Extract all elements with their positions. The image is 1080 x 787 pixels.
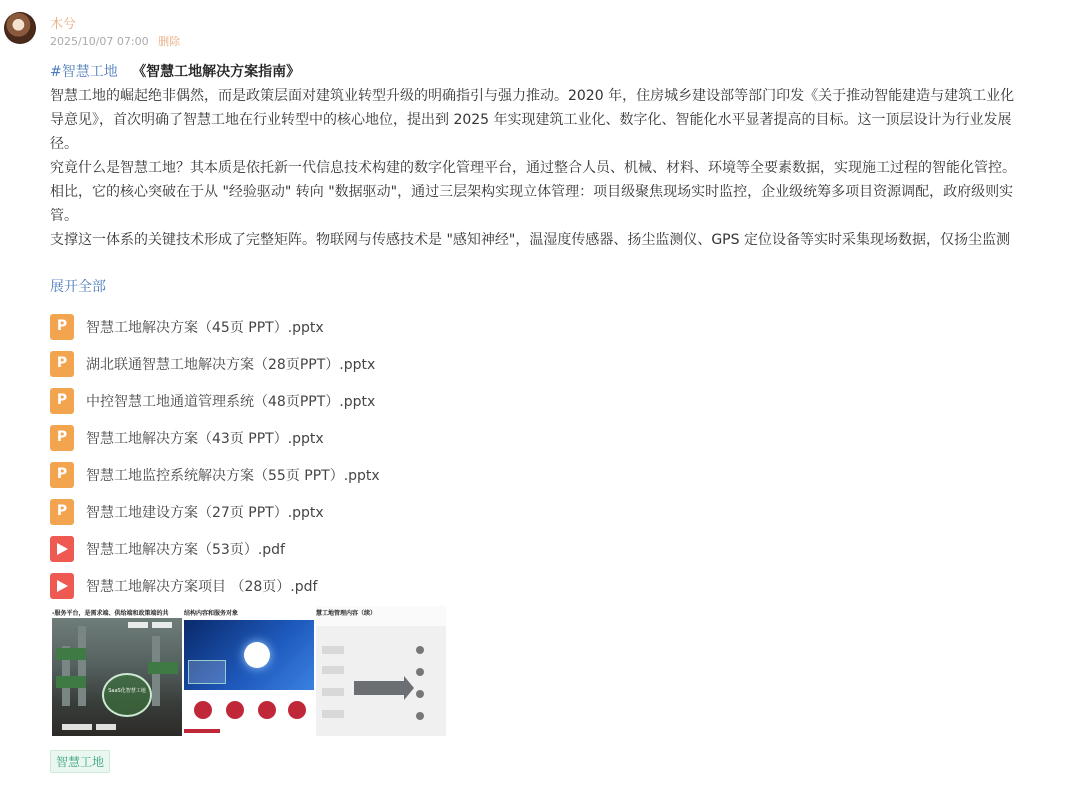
ppt-file-icon [50,388,74,414]
attachment-name: 智慧工地监控系统解决方案（55页 PPT）.pptx [86,467,380,484]
thumbnail-caption: -服务平台，是需求端、供给端和政策端的共 [52,610,169,617]
attachment-name: 中控智慧工地通道管理系统（48页PPT）.pptx [86,393,376,410]
avatar[interactable] [4,12,36,44]
hashtag-link[interactable]: #智慧工地 [50,64,118,80]
ppt-file-icon [50,462,74,488]
author-name[interactable]: 木兮 [50,17,77,32]
delete-link[interactable]: 删除 [158,35,181,48]
attachment-item[interactable] [50,419,380,456]
content-line: 支撑这一体系的关键技术形成了完整矩阵。物联网与传感技术是 "感知神经"，温湿度传感器、扬尘监测仪、GPS 定位设备等实时采集现场数据，仅扬尘监测 [50,232,1010,248]
pdf-file-icon [50,536,74,562]
content-line: 究竟什么是智慧工地？其本质是依托新一代信息技术构建的数字化管理平台，通过整合人员、机械、材料、环境等全要素数据，实现施工过程的智能化管控。 [50,160,1016,176]
attachment-name: 智慧工地解决方案项目 （28页）.pdf [86,578,318,595]
post-timestamp: 2025/10/07 07:00 [50,35,149,48]
image-thumbnail[interactable]: -服务平台，是需求端、供给端和政策端的共 SaaS化智慧工地 [52,606,182,736]
post-title: 《智慧工地解决方案指南》 [132,64,301,80]
post-content [50,60,1080,252]
attachment-item[interactable] [50,530,380,567]
attachment-item[interactable] [50,308,380,345]
content-line: 相比，它的核心突破在于从 "经验驱动" 转向 "数据驱动"，通过三层架构实现立体管理：项目级聚焦现场实时监控，企业级统筹多项目资源调配，政府级则实 [50,184,1014,200]
image-thumbnail[interactable] [316,606,446,736]
thumbnail-caption: 慧工地管理内容（续） [316,610,377,617]
thumbnail-caption: 结构内容和服务对象 [184,610,239,617]
topic-tag[interactable]: 智慧工地 [50,750,110,773]
attachment-name: 智慧工地解决方案（45页 PPT）.pptx [86,319,324,336]
content-line: 导意见》，首次明确了智慧工地在行业转型中的核心地位，提出到 2025 年实现建筑工业化、数字化、智能化水平显著提高的目标。这一顶层设计为行业发展 [50,112,1012,128]
image-gallery [52,606,446,736]
expand-all-link[interactable]: 展开全部 [50,279,106,295]
attachment-name: 智慧工地解决方案（43页 PPT）.pptx [86,430,324,447]
post-meta [50,33,180,49]
pdf-file-icon [50,573,74,599]
attachment-item[interactable] [50,382,380,419]
content-line: 智慧工地的崛起绝非偶然，而是政策层面对建筑业转型升级的明确指引与强力推动。2020 年，住房城乡建设部等部门印发《关于推动智能建造与建筑工业化 [50,88,1015,104]
attachment-item[interactable] [50,345,380,382]
attachment-item[interactable] [50,567,380,604]
attachment-name: 湖北联通智慧工地解决方案（28页PPT）.pptx [86,356,376,373]
attachment-item[interactable] [50,493,380,530]
attachment-item[interactable] [50,456,380,493]
content-line: 径。 [50,136,78,152]
attachment-name: 智慧工地建设方案（27页 PPT）.pptx [86,504,324,521]
ppt-file-icon [50,314,74,340]
attachment-list [50,308,380,604]
attachment-name: 智慧工地解决方案（53页）.pdf [86,541,285,558]
ppt-file-icon [50,499,74,525]
content-line: 管。 [50,208,78,224]
ppt-file-icon [50,351,74,377]
image-thumbnail[interactable] [184,606,314,736]
ppt-file-icon [50,425,74,451]
post-title-line [50,60,1080,84]
